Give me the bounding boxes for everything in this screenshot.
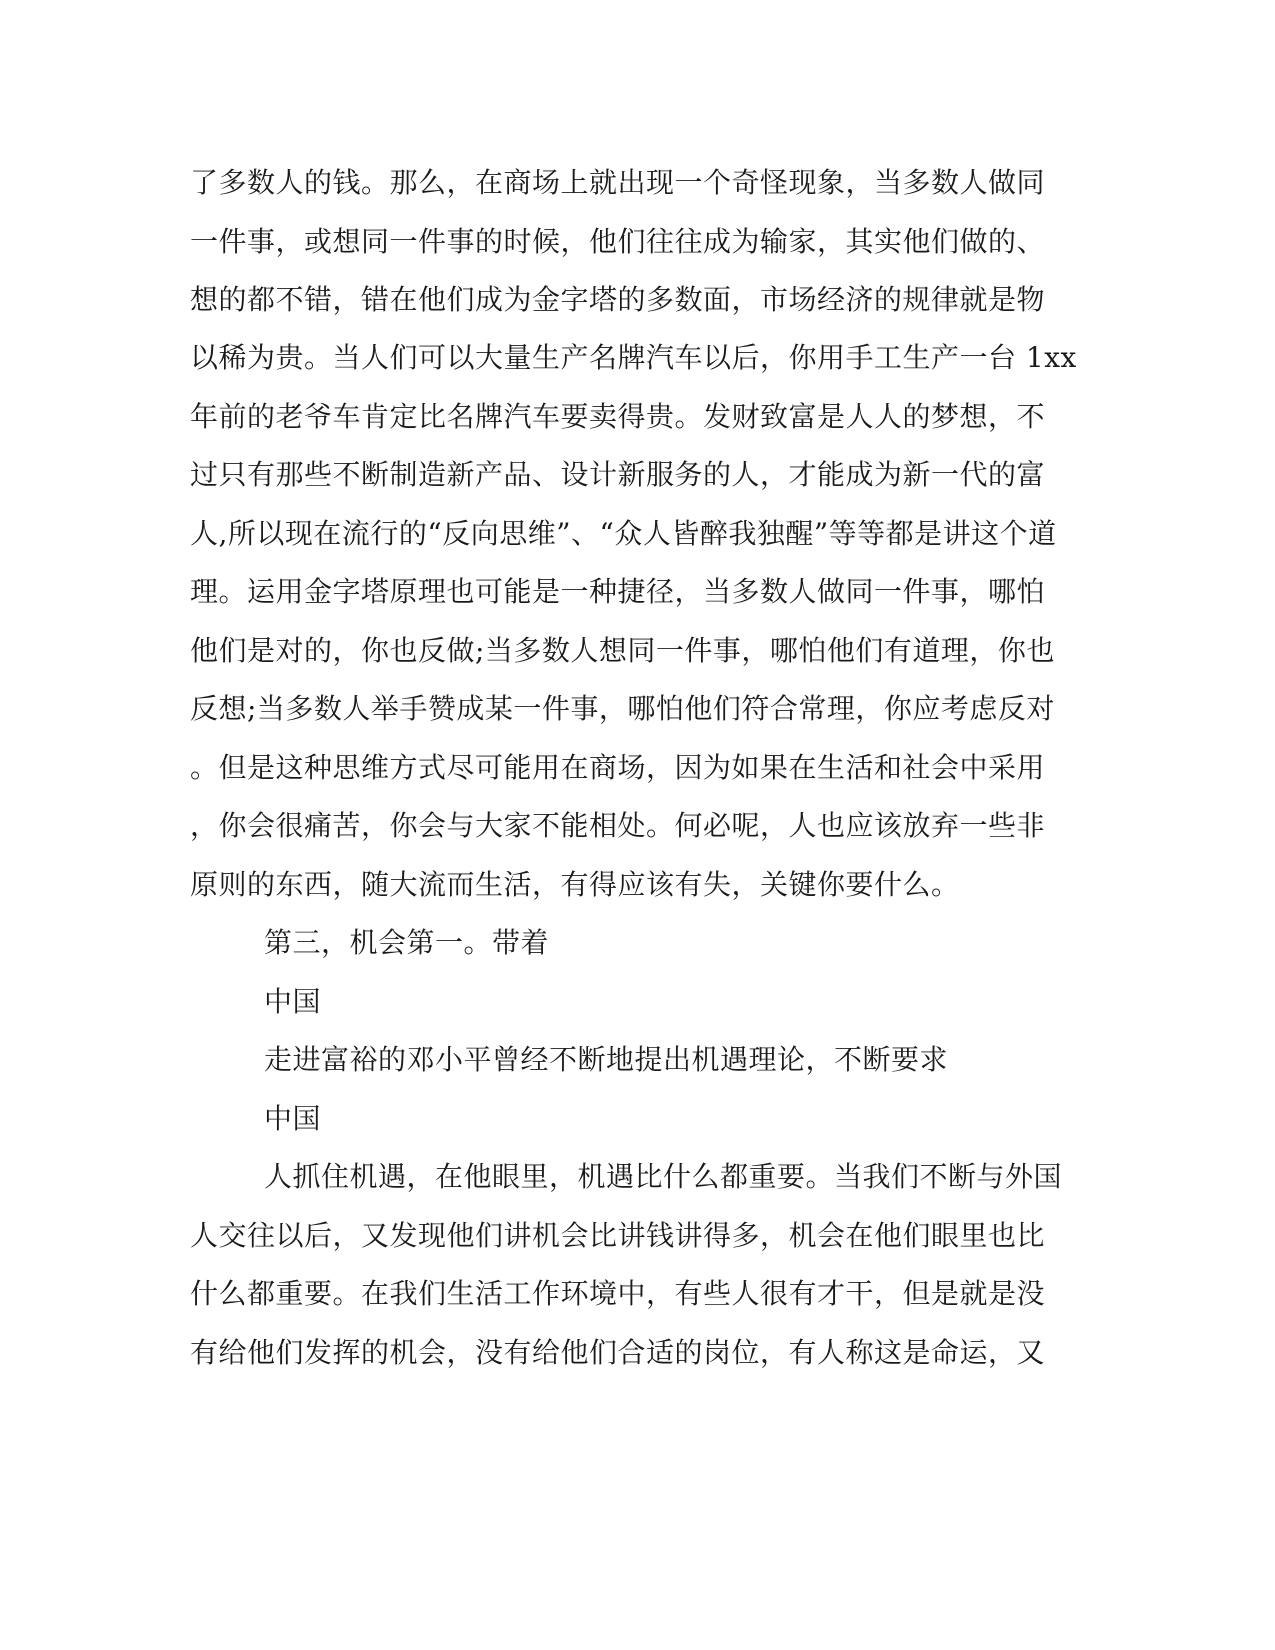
text-line: 人,所以现在流行的“反向思维”、“众人皆醉我独醒”等等都是讲这个道 [190, 517, 1057, 550]
text-line: 理。运用金字塔原理也可能是一种捷径，当多数人做同一件事，哪怕 [190, 575, 1046, 608]
text-line: 走进富裕的邓小平曾经不断地提出机遇理论，不断要求 [264, 1043, 949, 1076]
text-line: 了多数人的钱。那么，在商场上就出现一个奇怪现象，当多数人做同 [190, 166, 1046, 199]
section-heading: 第三，机会第一。带着 [264, 926, 550, 959]
paragraph-start: 人抓住机遇，在他眼里，机遇比什么都重要。当我们不断与外国 [264, 1160, 1063, 1193]
text-line: 原则的东西，随大流而生活，有得应该有失，关键你要什么。 [190, 868, 960, 901]
text-line: 什么都重要。在我们生活工作环境中，有些人很有才干，但是就是没 [190, 1277, 1046, 1310]
text-line: 中国 [264, 1102, 322, 1135]
text-line: 中国 [264, 985, 322, 1018]
text-line: 想的都不错，错在他们成为金字塔的多数面，市场经济的规律就是物 [190, 283, 1046, 316]
text-line: 反想;当多数人举手赞成某一件事，哪怕他们符合常理，你应考虑反对 [190, 692, 1055, 725]
text-line: 有给他们发挥的机会，没有给他们合适的岗位，有人称这是命运，又 [190, 1336, 1046, 1369]
text-line: 。但是这种思维方式尽可能用在商场，因为如果在生活和社会中采用 [190, 751, 1046, 784]
text-line: 以稀为贵。当人们可以大量生产名牌汽车以后，你用手工生产一台 1xx [190, 341, 1077, 374]
text-line: 一件事，或想同一件事的时候，他们往往成为输家，其实他们做的、 [190, 225, 1046, 258]
text-line: 人交往以后，又发现他们讲机会比讲钱讲得多，机会在他们眼里也比 [190, 1219, 1046, 1252]
text-line: 他们是对的，你也反做;当多数人想同一件事，哪怕他们有道理，你也 [190, 634, 1055, 667]
text-line: 年前的老爷车肯定比名牌汽车要卖得贵。发财致富是人人的梦想，不 [190, 400, 1046, 433]
text-line: 过只有那些不断制造新产品、设计新服务的人，才能成为新一代的富 [190, 458, 1046, 491]
text-line: ，你会很痛苦，你会与大家不能相处。何必呢，人也应该放弃一些非 [190, 809, 1046, 842]
